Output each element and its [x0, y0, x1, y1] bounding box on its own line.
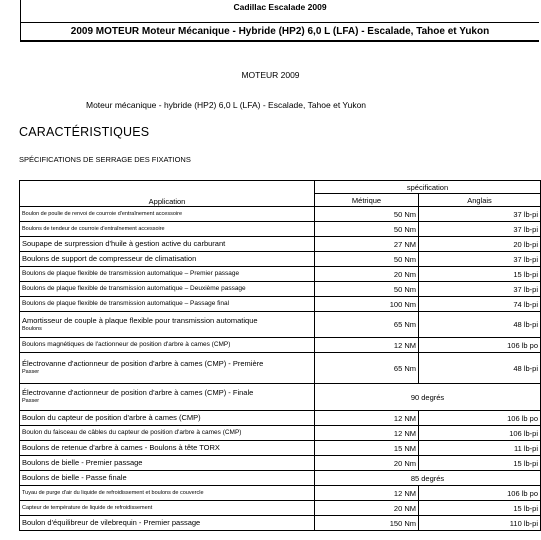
cell-imperial: 48 lb-pi [419, 312, 541, 338]
cell-imperial: 37 lb-pi [419, 282, 541, 297]
application-subtext: Passer [22, 398, 40, 405]
cell-application [20, 267, 315, 282]
table-row [20, 501, 541, 516]
table-row [20, 516, 541, 531]
cell-angle-spec: 90 degrés [315, 384, 541, 411]
cell-imperial: 15 lb-pi [419, 501, 541, 516]
cell-metric: 12 NM [315, 486, 419, 501]
cell-application [20, 353, 315, 384]
table-row [20, 456, 541, 471]
cell-imperial: 37 lb-pi [419, 252, 541, 267]
application-text: Électrovanne d'actionneur de position d'arbre à cames (CMP) - Finale [22, 388, 254, 398]
cell-metric: 150 Nm [315, 516, 419, 531]
table-row [20, 471, 541, 486]
cell-metric: 65 Nm [315, 353, 419, 384]
cell-imperial: 106 lb po [419, 486, 541, 501]
cell-imperial: 106 lb po [419, 338, 541, 353]
cell-application [20, 222, 315, 237]
cell-metric: 50 Nm [315, 282, 419, 297]
cell-imperial: 15 lb-pi [419, 456, 541, 471]
cell-application [20, 456, 315, 471]
application-text: Boulons de retenue d'arbre à cames - Boulons à tête TORX [22, 442, 220, 452]
cell-imperial: 37 lb-pi [419, 222, 541, 237]
cell-application [20, 411, 315, 426]
cell-application [20, 297, 315, 312]
table-row [20, 426, 541, 441]
cell-application [20, 516, 315, 531]
column-header-application: Application [20, 181, 315, 207]
cell-metric: 12 NM [315, 338, 419, 353]
table-row [20, 282, 541, 297]
table-row [20, 441, 541, 456]
cell-metric: 15 NM [315, 441, 419, 456]
cell-imperial: 48 lb-pi [419, 353, 541, 384]
table-row [20, 338, 541, 353]
table-row [20, 384, 541, 411]
document-heading: MOTEUR 2009 [241, 70, 300, 80]
table-row [20, 411, 541, 426]
application-subtext: Boulons [22, 325, 42, 332]
document-subtitle: Moteur mécanique - hybride (HP2) 6,0 L (LFA) - Escalade, Tahoe et Yukon [86, 100, 367, 110]
cell-application [20, 207, 315, 222]
section-subtitle: SPÉCIFICATIONS DE SERRAGE DES FIXATIONS [19, 155, 191, 164]
cell-imperial: 20 lb-pi [419, 237, 541, 252]
application-text: Boulon d'équilibreur de vilebrequin - Premier passage [22, 517, 201, 527]
application-text: Boulons magnétiques de l'actionneur de position d'arbre à cames (CMP) [22, 341, 231, 349]
document-header [20, 0, 539, 42]
cell-imperial: 106 lb po [419, 411, 541, 426]
cell-metric: 50 Nm [315, 252, 419, 267]
table-row [20, 252, 541, 267]
cell-metric: 100 Nm [315, 297, 419, 312]
table-row [20, 353, 541, 384]
table-row [20, 267, 541, 282]
application-text: Boulon de poulie de renvoi de courroie d'entraînement accessoire [22, 210, 183, 217]
table-row [20, 312, 541, 338]
application-text: Capteur de température de liquide de refroidissement [22, 504, 153, 511]
cell-metric: 20 NM [315, 501, 419, 516]
cell-application [20, 312, 315, 338]
cell-metric: 12 NM [315, 426, 419, 441]
cell-application [20, 486, 315, 501]
cell-application [20, 338, 315, 353]
column-header-metric: Métrique [315, 194, 419, 207]
application-subtext: Passer [22, 369, 40, 376]
cell-imperial: 11 lb-pi [419, 441, 541, 456]
cell-application [20, 384, 315, 411]
table-row [20, 207, 541, 222]
application-text: Boulons de tendeur de courroie d'entraînement accessoire [22, 225, 165, 232]
application-text: Tuyau de purge d'air du liquide de refroidissement et boulons de couvercle [22, 489, 204, 496]
cell-application [20, 501, 315, 516]
table-row [20, 297, 541, 312]
application-text: Boulon du capteur de position d'arbre à cames (CMP) [22, 412, 201, 422]
cell-imperial: 110 lb-pi [419, 516, 541, 531]
cell-application [20, 237, 315, 252]
table-row [20, 486, 541, 501]
cell-metric: 27 NM [315, 237, 419, 252]
application-text: Boulons de plaque flexible de transmission automatique – Deuxième passage [22, 285, 246, 293]
header-title: 2009 MOTEUR Moteur Mécanique - Hybride (HP2) 6,0 L (LFA) - Escalade, Tahoe et Yukon [21, 22, 539, 37]
cell-metric: 20 Nm [315, 267, 419, 282]
table-row [20, 237, 541, 252]
cell-application [20, 441, 315, 456]
application-text: Boulons de plaque flexible de transmission automatique – Premier passage [22, 270, 240, 278]
cell-application [20, 426, 315, 441]
application-text: Boulons de bielle - Passe finale [22, 472, 127, 482]
table-row [20, 222, 541, 237]
torque-spec-table [19, 180, 541, 531]
application-text: Soupape de surpression d'huile à gestion active du carburant [22, 238, 226, 248]
cell-metric: 50 Nm [315, 222, 419, 237]
column-header-imperial: Anglais [419, 194, 541, 207]
cell-imperial: 15 lb-pi [419, 267, 541, 282]
cell-angle-spec: 85 degrés [315, 471, 541, 486]
cell-imperial: 106 lb-pi [419, 426, 541, 441]
application-text: Amortisseur de couple à plaque flexible pour transmission automatique [22, 315, 258, 325]
application-text: Boulon du faisceau de câbles du capteur de position d'arbre à cames (CMP) [22, 429, 242, 437]
header-vehicle: Cadillac Escalade 2009 [233, 2, 327, 12]
cell-imperial: 37 lb-pi [419, 207, 541, 222]
application-text: Boulons de support de compresseur de climatisation [22, 253, 197, 263]
cell-application [20, 282, 315, 297]
section-title: CARACTÉRISTIQUES [19, 125, 150, 139]
application-text: Boulons de bielle - Premier passage [22, 457, 143, 467]
table-body [20, 207, 541, 531]
cell-metric: 20 Nm [315, 456, 419, 471]
application-text: Boulons de plaque flexible de transmission automatique – Passage final [22, 300, 230, 308]
cell-imperial: 74 lb-pi [419, 297, 541, 312]
cell-application [20, 252, 315, 267]
cell-application [20, 471, 315, 486]
column-group-specification: spécification [315, 181, 541, 194]
application-text: Électrovanne d'actionneur de position d'arbre à cames (CMP) - Première [22, 359, 264, 369]
cell-metric: 65 Nm [315, 312, 419, 338]
cell-metric: 50 Nm [315, 207, 419, 222]
cell-metric: 12 NM [315, 411, 419, 426]
